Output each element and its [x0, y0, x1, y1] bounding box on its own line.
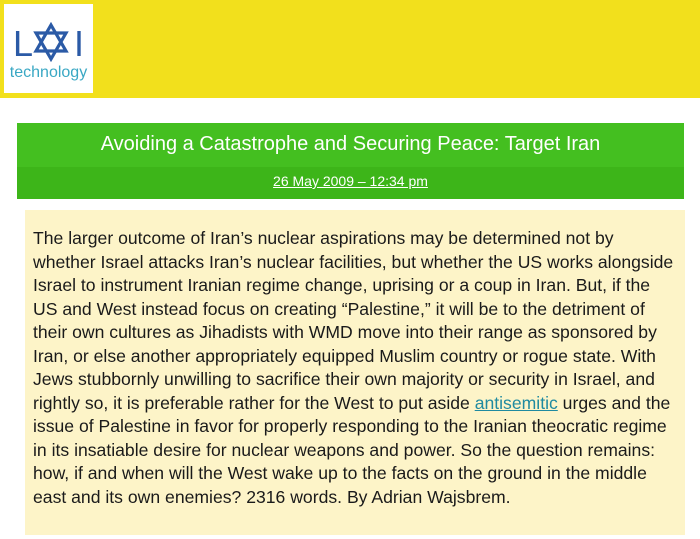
article-title: Avoiding a Catastrophe and Securing Peace: Target Iran [100, 133, 601, 155]
star-of-david-icon [36, 25, 66, 59]
logo-caption: technology [9, 64, 88, 81]
logo-letter-i: I [74, 23, 85, 62]
summary-text-before-link: The larger outcome of Iran’s nuclear aspirations may be determined not by whether Israel attacks Iran’s nuclear facilities, but whether the US works alongside Israel to instrument Iranian regime change, uprising or a coup in Iran. But, if the US and West instead focus on creating “Palestine,” it will be to the detriment of their own cultures as Jihadists with WMD move into their range as sponsored by Iran, or else another appropriately equipped Muslim country or rogue state. With Jews stubbornly unwilling to sacrifice their own majority or security in Israel, and rightly so, it is preferable rather for the West to put aside [33, 228, 674, 413]
article-summary [33, 227, 676, 509]
article-summary-box [25, 210, 685, 535]
antisemitic-link[interactable]: antisemitic [474, 392, 558, 413]
logo-letter-l: L [13, 23, 34, 62]
logo-mark [13, 22, 89, 62]
article-date-link[interactable]: 26 May 2009 – 12:34 pm [273, 173, 428, 189]
article-header [17, 123, 684, 199]
summary-text-after-link: urges and the issue of Palestine in favor for properly responding to the Iranian theocratic regime in its insatiable desire for nuclear weapons and power. So the question remains: how, if and when will the West wake up to the facts on the ground in the middle east and its own enemies? 2316 words. By Adrian Wajsbrem. [33, 392, 671, 507]
site-logo[interactable] [4, 4, 93, 93]
site-header [0, 0, 700, 98]
article-title-bar [17, 123, 684, 167]
